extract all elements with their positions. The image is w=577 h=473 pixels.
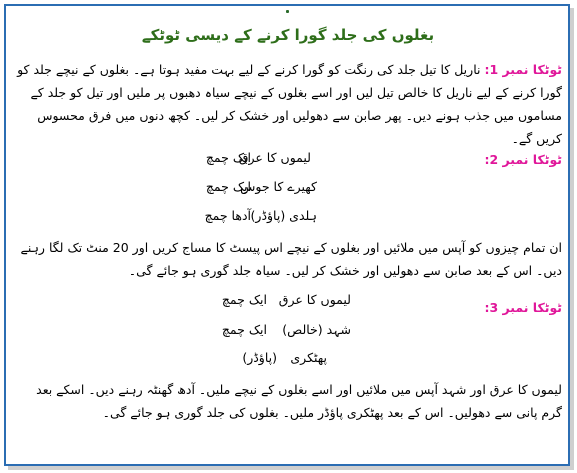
tip2-ingredient-2-name: کھیرے کا جوس [240,179,317,194]
page-title: بغلوں کی جلد گورا کرنے کے دیسی ٹوٹکے [141,26,435,44]
decorative-dot [286,10,289,13]
tip3-paragraph: لیموں کا عرق اور شہد آپس میں ملائیں اور اسے بغلوں کے نیچے ملیں۔ آدھ گھنٹہ رہنے دیں۔ اسکے بعد گرم پانی سے دھولیں۔ اس کے بعد پھٹکری پاؤڈر ملیں۔ بغلوں کی جلد گوری ہو جائے گی۔ [36,382,562,420]
tip3-ingredient-3-qty: (پاؤڈر) [242,350,277,365]
tip1-text: ناریل کا تیل جلد کی رنگت کو گورا کرنے کے لیے بہت مفید ہوتا ہے۔ بغلوں کے نیچے جلد کو گورا کرنے کے لیے ناریل کا خالص تیل لیں اور اسے بغلوں کے نیچے سیاہ دھبوں پر ملیں اور تیل کو جلد کے مساموں میں جذب ہونے دیں۔ پھر صابن سے دھولیں اور خشک کر لیں۔ کچھ دنوں میں فرق محسوس کریں گے۔ [17,62,562,146]
tip2-ingredient-2-qty: ایک چمچ [205,179,251,194]
tip2-ingredient-3-qty: آدھا چمچ [204,208,251,223]
tip2-text-before: ان تمام چیزوں کو آپس میں ملائیں اور بغلوں کے نیچے اس پیسٹ کا مساج کریں اور [128,240,562,255]
tip2-ingredient-1-qty: ایک چمچ [205,150,251,165]
tip3-ingredient-3-name: پھٹکری [290,350,327,365]
tip3-ingredient-2-name: شہد (خالص) [282,322,351,337]
tip2-minutes: 20 [112,240,129,255]
tip3-heading: ٹوٹکا نمبر 3: [484,300,562,315]
tip2-paragraph [14,236,562,282]
tip2-text-after: منٹ تک لگا رہنے دیں۔ اس کے بعد صابن سے دھولیں اور خشک کر لیں۔ سیاہ جلد گوری ہو جائے گی۔ [20,240,562,278]
tip2-ingredient-1-name: لیموں کا عرق [238,150,311,165]
tip3-ingredient-1-qty: ایک چمچ [221,292,267,307]
tip1-paragraph [14,58,562,150]
tip1-heading: ٹوٹکا نمبر 1: [484,62,562,77]
tip2-heading: ٹوٹکا نمبر 2: [484,152,562,167]
tip3-ingredient-2-qty: ایک چمچ [221,322,267,337]
tip3-ingredient-1-name: لیموں کا عرق [278,292,351,307]
tip2-ingredient-3-name: ہلدی (پاؤڈر) [250,208,317,223]
